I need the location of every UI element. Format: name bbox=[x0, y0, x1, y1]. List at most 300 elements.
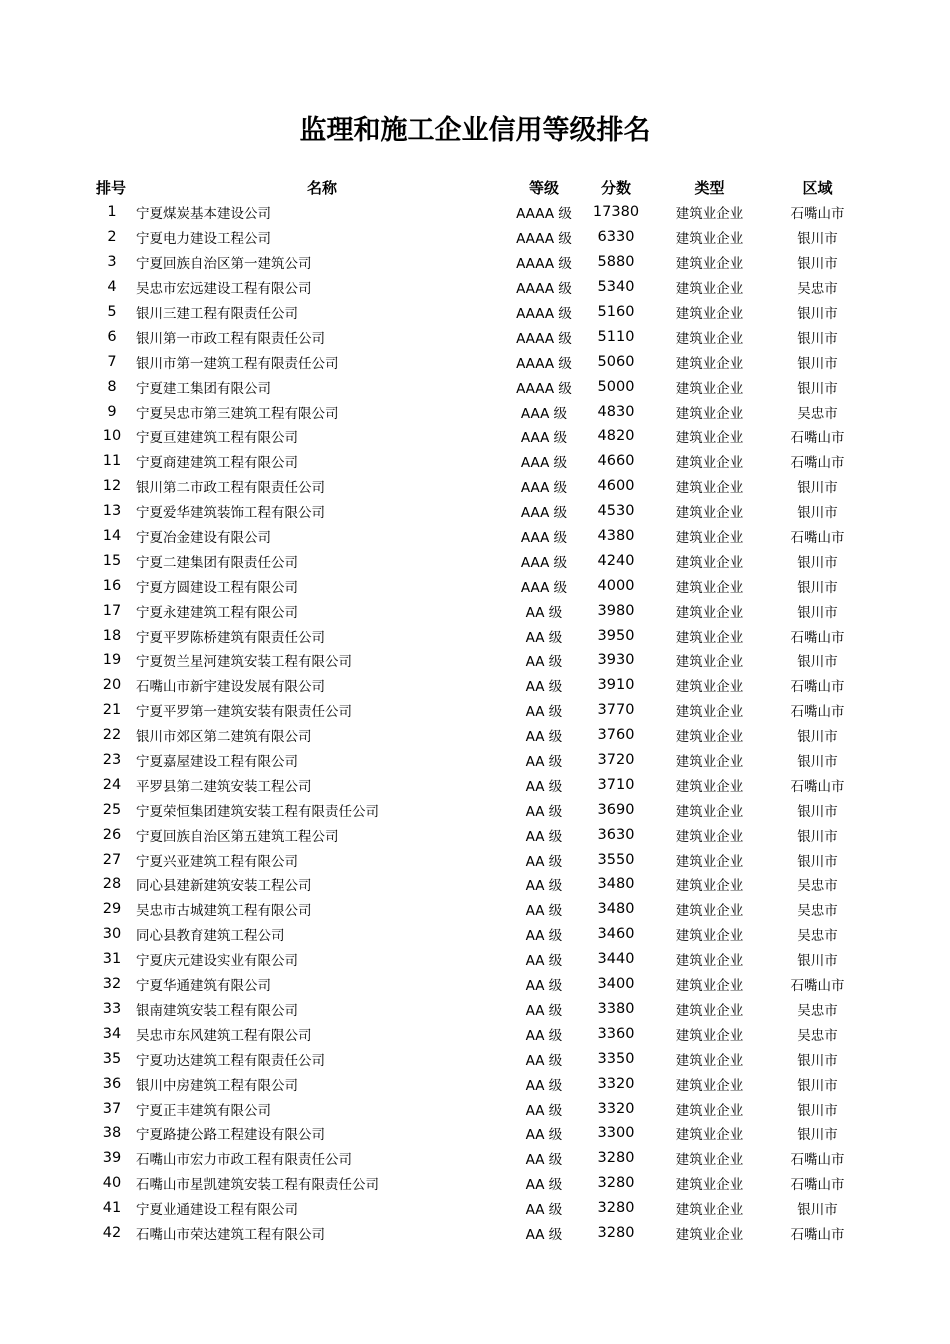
grade-cell: AAA 级 bbox=[520, 505, 568, 522]
score-cell: 5060 bbox=[597, 353, 635, 370]
score-cell: 17380 bbox=[592, 204, 640, 221]
rank-cell: 2 bbox=[107, 229, 117, 246]
rank-cell: 32 bbox=[102, 976, 122, 993]
column-header-rank: 排号 bbox=[96, 179, 127, 197]
grade-cell: AA 级 bbox=[525, 654, 563, 671]
type-cell: 建筑业企业 bbox=[675, 928, 744, 945]
company-name-cell: 宁夏华通建筑有限公司 bbox=[136, 978, 271, 995]
table-row bbox=[88, 673, 868, 698]
score-cell: 4530 bbox=[597, 503, 635, 520]
table-row bbox=[88, 449, 868, 474]
area-cell: 石嘴山市 bbox=[790, 430, 845, 447]
grade-cell: AAAA 级 bbox=[516, 306, 572, 322]
area-cell: 石嘴山市 bbox=[790, 530, 845, 547]
score-cell: 3690 bbox=[597, 801, 635, 818]
area-cell: 吴忠市 bbox=[797, 878, 838, 895]
rank-cell: 3 bbox=[107, 254, 117, 271]
rank-cell: 15 bbox=[102, 552, 122, 569]
area-cell: 吴忠市 bbox=[797, 1027, 838, 1044]
score-cell: 3300 bbox=[597, 1125, 635, 1142]
table-row bbox=[88, 250, 868, 275]
grade-cell: AA 级 bbox=[525, 1202, 563, 1219]
rank-cell: 39 bbox=[102, 1150, 122, 1167]
company-name-cell: 宁夏兴亚建筑工程有限公司 bbox=[136, 853, 298, 870]
rank-cell: 11 bbox=[102, 453, 122, 470]
type-cell: 建筑业企业 bbox=[675, 1127, 744, 1144]
rank-cell: 18 bbox=[102, 627, 122, 644]
grade-cell: AAA 级 bbox=[520, 579, 568, 596]
company-name-cell: 石嘴山市星凯建筑安装工程有限责任公司 bbox=[136, 1177, 379, 1194]
company-name-cell: 吴忠市东风建筑工程有限公司 bbox=[136, 1027, 312, 1044]
rank-cell: 28 bbox=[102, 876, 122, 893]
area-cell: 银川市 bbox=[797, 1077, 838, 1094]
company-name-cell: 宁夏回族自治区第五建筑工程公司 bbox=[136, 828, 339, 845]
score-cell: 3480 bbox=[597, 901, 635, 918]
type-cell: 建筑业企业 bbox=[675, 853, 744, 870]
table-row bbox=[88, 524, 868, 549]
score-cell: 3720 bbox=[597, 752, 635, 769]
company-name-cell: 石嘴山市宏力市政工程有限责任公司 bbox=[136, 1152, 352, 1169]
rank-cell: 31 bbox=[102, 951, 122, 968]
table-row bbox=[88, 324, 868, 349]
score-cell: 3280 bbox=[597, 1175, 635, 1192]
company-name-cell: 宁夏冶金建设有限公司 bbox=[136, 530, 271, 547]
grade-cell: AA 级 bbox=[525, 629, 563, 646]
score-cell: 4000 bbox=[597, 577, 635, 594]
company-name-cell: 宁夏煤炭基本建设公司 bbox=[136, 206, 271, 223]
table-row bbox=[88, 623, 868, 648]
area-cell: 吴忠市 bbox=[797, 281, 838, 298]
score-cell: 3360 bbox=[597, 1025, 635, 1042]
score-cell: 4660 bbox=[597, 453, 635, 470]
company-name-cell: 银川中房建筑工程有限公司 bbox=[136, 1077, 298, 1094]
grade-cell: AA 级 bbox=[525, 1102, 563, 1119]
type-cell: 建筑业企业 bbox=[675, 729, 744, 746]
company-name-cell: 银川三建工程有限责任公司 bbox=[136, 306, 298, 322]
rank-cell: 20 bbox=[102, 677, 122, 694]
rank-cell: 21 bbox=[102, 702, 122, 719]
company-name-cell: 宁夏吴忠市第三建筑工程有限公司 bbox=[136, 405, 339, 422]
type-cell: 建筑业企业 bbox=[675, 554, 744, 571]
area-cell: 银川市 bbox=[797, 1127, 838, 1144]
rank-cell: 41 bbox=[102, 1200, 122, 1217]
table-header-row bbox=[88, 175, 868, 200]
area-cell: 石嘴山市 bbox=[790, 1226, 845, 1243]
score-cell: 5340 bbox=[597, 279, 635, 296]
type-cell: 建筑业企业 bbox=[675, 1177, 744, 1194]
grade-cell: AA 级 bbox=[525, 928, 563, 945]
grade-cell: AAA 级 bbox=[520, 455, 568, 472]
rank-cell: 42 bbox=[102, 1224, 122, 1241]
rank-cell: 12 bbox=[102, 478, 122, 495]
score-cell: 6330 bbox=[597, 229, 635, 246]
table-row bbox=[88, 698, 868, 723]
table-row bbox=[88, 1196, 868, 1221]
area-cell: 石嘴山市 bbox=[790, 978, 845, 995]
grade-cell: AA 级 bbox=[525, 903, 563, 920]
table-row bbox=[88, 922, 868, 947]
score-cell: 3710 bbox=[597, 776, 635, 793]
page-title: 监理和施工企业信用等级排名 bbox=[299, 115, 651, 146]
column-header-area: 区域 bbox=[802, 179, 833, 197]
type-cell: 建筑业企业 bbox=[675, 604, 744, 621]
table-row bbox=[88, 822, 868, 847]
grade-cell: AA 级 bbox=[525, 878, 563, 895]
grade-cell: AA 级 bbox=[525, 679, 563, 696]
table-row bbox=[88, 897, 868, 922]
table-row bbox=[88, 300, 868, 325]
company-name-cell: 宁夏回族自治区第一建筑公司 bbox=[136, 256, 312, 273]
score-cell: 5160 bbox=[597, 304, 635, 320]
company-name-cell: 宁夏嘉屋建设工程有限公司 bbox=[136, 754, 298, 771]
column-header-grade: 等级 bbox=[528, 179, 559, 197]
table-row bbox=[88, 772, 868, 797]
area-cell: 石嘴山市 bbox=[790, 778, 845, 795]
area-cell: 吴忠市 bbox=[797, 928, 838, 945]
company-name-cell: 银南建筑安装工程有限公司 bbox=[136, 1002, 298, 1019]
type-cell: 建筑业企业 bbox=[675, 206, 744, 223]
grade-cell: AA 级 bbox=[525, 1226, 563, 1243]
rank-cell: 4 bbox=[107, 279, 117, 296]
area-cell: 石嘴山市 bbox=[790, 629, 845, 646]
area-cell: 银川市 bbox=[797, 828, 838, 845]
company-name-cell: 同心县建新建筑安装工程公司 bbox=[136, 878, 312, 895]
area-cell: 银川市 bbox=[797, 330, 838, 347]
type-cell: 建筑业企业 bbox=[675, 953, 744, 970]
area-cell: 银川市 bbox=[797, 1052, 838, 1069]
type-cell: 建筑业企业 bbox=[675, 754, 744, 771]
area-cell: 银川市 bbox=[797, 256, 838, 273]
area-cell: 银川市 bbox=[797, 953, 838, 970]
grade-cell: AA 级 bbox=[525, 803, 563, 820]
score-cell: 3280 bbox=[597, 1224, 635, 1241]
company-name-cell: 宁夏路捷公路工程建设有限公司 bbox=[136, 1127, 325, 1144]
table-row bbox=[88, 997, 868, 1022]
grade-cell: AA 级 bbox=[525, 604, 563, 621]
type-cell: 建筑业企业 bbox=[675, 530, 744, 547]
table-row bbox=[88, 797, 868, 822]
type-cell: 建筑业企业 bbox=[675, 430, 744, 447]
rank-cell: 34 bbox=[102, 1025, 122, 1042]
score-cell: 3280 bbox=[597, 1200, 635, 1217]
column-header-name: 名称 bbox=[306, 179, 337, 197]
score-cell: 4380 bbox=[597, 528, 635, 545]
rank-cell: 10 bbox=[102, 428, 122, 445]
type-cell: 建筑业企业 bbox=[675, 1002, 744, 1019]
type-cell: 建筑业企业 bbox=[675, 1202, 744, 1219]
table-row bbox=[88, 1046, 868, 1071]
score-cell: 5000 bbox=[597, 378, 635, 395]
table-row bbox=[88, 972, 868, 997]
grade-cell: AA 级 bbox=[525, 1077, 563, 1094]
company-name-cell: 宁夏商建建筑工程有限公司 bbox=[136, 455, 298, 472]
rank-cell: 26 bbox=[102, 826, 122, 843]
area-cell: 石嘴山市 bbox=[790, 1177, 845, 1194]
score-cell: 4820 bbox=[597, 428, 635, 445]
company-name-cell: 银川市郊区第二建筑有限公司 bbox=[136, 729, 312, 746]
rank-cell: 27 bbox=[102, 851, 122, 868]
score-cell: 3280 bbox=[597, 1150, 635, 1167]
score-cell: 5880 bbox=[597, 254, 635, 271]
table-row bbox=[88, 499, 868, 524]
rank-cell: 16 bbox=[102, 577, 122, 594]
type-cell: 建筑业企业 bbox=[675, 679, 744, 696]
company-name-cell: 宁夏荣恒集团建筑安装工程有限责任公司 bbox=[136, 803, 379, 820]
company-name-cell: 吴忠市宏远建设工程有限公司 bbox=[136, 281, 312, 298]
company-name-cell: 同心县教育建筑工程公司 bbox=[136, 928, 285, 945]
table-row bbox=[88, 947, 868, 972]
grade-cell: AA 级 bbox=[525, 729, 563, 746]
rank-cell: 25 bbox=[102, 801, 122, 818]
area-cell: 银川市 bbox=[797, 355, 838, 372]
table-row bbox=[88, 573, 868, 598]
grade-cell: AAA 级 bbox=[520, 480, 568, 497]
rank-cell: 38 bbox=[102, 1125, 122, 1142]
table-row bbox=[88, 1171, 868, 1196]
rank-cell: 22 bbox=[102, 727, 122, 744]
company-name-cell: 宁夏方圆建设工程有限公司 bbox=[136, 579, 298, 596]
table-row bbox=[88, 399, 868, 424]
area-cell: 银川市 bbox=[797, 579, 838, 596]
score-cell: 3770 bbox=[597, 702, 635, 719]
table-row bbox=[88, 1221, 868, 1246]
type-cell: 建筑业企业 bbox=[675, 380, 744, 397]
score-cell: 4830 bbox=[597, 403, 635, 420]
score-cell: 3320 bbox=[597, 1100, 635, 1117]
grade-cell: AAAA 级 bbox=[516, 231, 572, 248]
company-name-cell: 宁夏永建建筑工程有限公司 bbox=[136, 604, 298, 621]
type-cell: 建筑业企业 bbox=[675, 828, 744, 845]
area-cell: 银川市 bbox=[797, 853, 838, 870]
area-cell: 银川市 bbox=[797, 729, 838, 746]
rank-cell: 7 bbox=[107, 353, 117, 370]
grade-cell: AA 级 bbox=[525, 1152, 563, 1169]
grade-cell: AAAA 级 bbox=[516, 256, 572, 273]
area-cell: 吴忠市 bbox=[797, 1002, 838, 1019]
company-name-cell: 宁夏建工集团有限公司 bbox=[136, 380, 271, 397]
table-row bbox=[88, 598, 868, 623]
area-cell: 银川市 bbox=[797, 1202, 838, 1219]
score-cell: 3760 bbox=[597, 727, 635, 744]
grade-cell: AA 级 bbox=[525, 953, 563, 970]
grade-cell: AA 级 bbox=[525, 1027, 563, 1044]
grade-cell: AA 级 bbox=[525, 1177, 563, 1194]
company-name-cell: 银川第一市政工程有限责任公司 bbox=[136, 330, 325, 347]
type-cell: 建筑业企业 bbox=[675, 978, 744, 995]
company-name-cell: 宁夏亘建建筑工程有限公司 bbox=[136, 430, 298, 447]
type-cell: 建筑业企业 bbox=[675, 778, 744, 795]
score-cell: 3320 bbox=[597, 1075, 635, 1092]
rank-cell: 24 bbox=[102, 776, 122, 793]
area-cell: 银川市 bbox=[797, 754, 838, 771]
company-name-cell: 宁夏功达建筑工程有限责任公司 bbox=[136, 1052, 325, 1069]
grade-cell: AA 级 bbox=[525, 853, 563, 870]
rank-cell: 13 bbox=[102, 503, 122, 520]
type-cell: 建筑业企业 bbox=[675, 629, 744, 646]
rank-cell: 17 bbox=[102, 602, 122, 619]
type-cell: 建筑业企业 bbox=[675, 330, 744, 347]
type-cell: 建筑业企业 bbox=[675, 878, 744, 895]
score-cell: 4240 bbox=[597, 552, 635, 569]
table-row bbox=[88, 1146, 868, 1171]
grade-cell: AAA 级 bbox=[520, 430, 568, 447]
grade-cell: AAA 级 bbox=[520, 554, 568, 571]
table-row bbox=[88, 349, 868, 374]
table-row bbox=[88, 723, 868, 748]
grade-cell: AA 级 bbox=[525, 978, 563, 995]
rank-cell: 9 bbox=[107, 403, 117, 420]
area-cell: 银川市 bbox=[797, 604, 838, 621]
type-cell: 建筑业企业 bbox=[675, 256, 744, 273]
grade-cell: AA 级 bbox=[525, 704, 563, 721]
grade-cell: AA 级 bbox=[525, 1002, 563, 1019]
table-row bbox=[88, 200, 868, 225]
score-cell: 3350 bbox=[597, 1050, 635, 1067]
rank-cell: 5 bbox=[107, 304, 117, 320]
company-name-cell: 石嘴山市荣达建筑工程有限公司 bbox=[136, 1226, 325, 1243]
company-name-cell: 宁夏平罗陈桥建筑有限责任公司 bbox=[136, 629, 325, 646]
rank-cell: 19 bbox=[102, 652, 122, 669]
score-cell: 3910 bbox=[597, 677, 635, 694]
rank-cell: 33 bbox=[102, 1000, 122, 1017]
table-row bbox=[88, 548, 868, 573]
area-cell: 石嘴山市 bbox=[790, 206, 845, 223]
grade-cell: AA 级 bbox=[525, 778, 563, 795]
type-cell: 建筑业企业 bbox=[675, 1102, 744, 1119]
type-cell: 建筑业企业 bbox=[675, 455, 744, 472]
table-row bbox=[88, 275, 868, 300]
rank-cell: 6 bbox=[107, 328, 117, 345]
company-name-cell: 平罗县第二建筑安装工程公司 bbox=[136, 778, 312, 795]
area-cell: 银川市 bbox=[797, 480, 838, 497]
company-name-cell: 宁夏庆元建设实业有限公司 bbox=[136, 953, 298, 970]
area-cell: 石嘴山市 bbox=[790, 679, 845, 696]
type-cell: 建筑业企业 bbox=[675, 579, 744, 596]
grade-cell: AAA 级 bbox=[520, 405, 568, 422]
score-cell: 3980 bbox=[597, 602, 635, 619]
table-row bbox=[88, 474, 868, 499]
area-cell: 吴忠市 bbox=[797, 903, 838, 920]
type-cell: 建筑业企业 bbox=[675, 281, 744, 298]
rank-cell: 35 bbox=[102, 1050, 122, 1067]
company-name-cell: 银川第二市政工程有限责任公司 bbox=[136, 480, 325, 497]
score-cell: 3400 bbox=[597, 976, 635, 993]
grade-cell: AAAA 级 bbox=[516, 281, 572, 298]
type-cell: 建筑业企业 bbox=[675, 654, 744, 671]
score-cell: 3380 bbox=[597, 1000, 635, 1017]
company-name-cell: 宁夏电力建设工程公司 bbox=[136, 231, 271, 248]
type-cell: 建筑业企业 bbox=[675, 1077, 744, 1094]
type-cell: 建筑业企业 bbox=[675, 505, 744, 522]
type-cell: 建筑业企业 bbox=[675, 1226, 744, 1243]
rank-cell: 37 bbox=[102, 1100, 122, 1117]
grade-cell: AAAA 级 bbox=[516, 330, 572, 347]
grade-cell: AAAA 级 bbox=[516, 355, 572, 372]
column-header-type: 类型 bbox=[694, 179, 725, 197]
score-cell: 3480 bbox=[597, 876, 635, 893]
area-cell: 石嘴山市 bbox=[790, 1152, 845, 1169]
company-name-cell: 宁夏正丰建筑有限公司 bbox=[136, 1102, 271, 1119]
company-name-cell: 宁夏业通建设工程有限公司 bbox=[136, 1202, 298, 1219]
grade-cell: AA 级 bbox=[525, 1052, 563, 1069]
rank-cell: 23 bbox=[102, 752, 122, 769]
area-cell: 银川市 bbox=[797, 231, 838, 248]
score-cell: 3550 bbox=[597, 851, 635, 868]
area-cell: 银川市 bbox=[797, 306, 838, 322]
table-row bbox=[88, 1021, 868, 1046]
type-cell: 建筑业企业 bbox=[675, 355, 744, 372]
column-header-score: 分数 bbox=[600, 179, 631, 197]
score-cell: 4600 bbox=[597, 478, 635, 495]
type-cell: 建筑业企业 bbox=[675, 803, 744, 820]
area-cell: 银川市 bbox=[797, 1102, 838, 1119]
type-cell: 建筑业企业 bbox=[675, 1052, 744, 1069]
company-name-cell: 宁夏平罗第一建筑安装有限责任公司 bbox=[136, 704, 352, 721]
type-cell: 建筑业企业 bbox=[675, 231, 744, 248]
rank-cell: 29 bbox=[102, 901, 122, 918]
type-cell: 建筑业企业 bbox=[675, 306, 744, 322]
grade-cell: AAAA 级 bbox=[516, 206, 572, 223]
company-name-cell: 宁夏贺兰星河建筑安装工程有限公司 bbox=[136, 654, 352, 671]
area-cell: 石嘴山市 bbox=[790, 455, 845, 472]
ranking-table bbox=[88, 175, 868, 1245]
rank-cell: 36 bbox=[102, 1075, 122, 1092]
area-cell: 石嘴山市 bbox=[790, 704, 845, 721]
grade-cell: AAA 级 bbox=[520, 530, 568, 547]
type-cell: 建筑业企业 bbox=[675, 1027, 744, 1044]
table-row bbox=[88, 1096, 868, 1121]
score-cell: 5110 bbox=[597, 328, 635, 345]
table-row bbox=[88, 648, 868, 673]
table-row bbox=[88, 847, 868, 872]
type-cell: 建筑业企业 bbox=[675, 480, 744, 497]
area-cell: 银川市 bbox=[797, 505, 838, 522]
grade-cell: AA 级 bbox=[525, 754, 563, 771]
score-cell: 3630 bbox=[597, 826, 635, 843]
rank-cell: 8 bbox=[107, 378, 117, 395]
table-row bbox=[88, 374, 868, 399]
type-cell: 建筑业企业 bbox=[675, 903, 744, 920]
table-row bbox=[88, 225, 868, 250]
rank-cell: 40 bbox=[102, 1175, 122, 1192]
area-cell: 银川市 bbox=[797, 554, 838, 571]
company-name-cell: 宁夏二建集团有限责任公司 bbox=[136, 554, 298, 571]
table-body bbox=[88, 200, 868, 1245]
area-cell: 银川市 bbox=[797, 380, 838, 397]
table-row bbox=[88, 748, 868, 773]
grade-cell: AAAA 级 bbox=[516, 380, 572, 397]
area-cell: 银川市 bbox=[797, 803, 838, 820]
score-cell: 3950 bbox=[597, 627, 635, 644]
area-cell: 银川市 bbox=[797, 654, 838, 671]
grade-cell: AA 级 bbox=[525, 1127, 563, 1144]
score-cell: 3460 bbox=[597, 926, 635, 943]
type-cell: 建筑业企业 bbox=[675, 1152, 744, 1169]
score-cell: 3930 bbox=[597, 652, 635, 669]
score-cell: 3440 bbox=[597, 951, 635, 968]
type-cell: 建筑业企业 bbox=[675, 704, 744, 721]
table-row bbox=[88, 424, 868, 449]
table-row bbox=[88, 1121, 868, 1146]
area-cell: 吴忠市 bbox=[797, 405, 838, 422]
company-name-cell: 吴忠市古城建筑工程有限公司 bbox=[136, 903, 312, 920]
rank-cell: 1 bbox=[107, 204, 117, 221]
grade-cell: AA 级 bbox=[525, 828, 563, 845]
company-name-cell: 银川市第一建筑工程有限责任公司 bbox=[136, 355, 339, 372]
type-cell: 建筑业企业 bbox=[675, 405, 744, 422]
table-row bbox=[88, 872, 868, 897]
company-name-cell: 宁夏爱华建筑装饰工程有限公司 bbox=[136, 505, 325, 522]
